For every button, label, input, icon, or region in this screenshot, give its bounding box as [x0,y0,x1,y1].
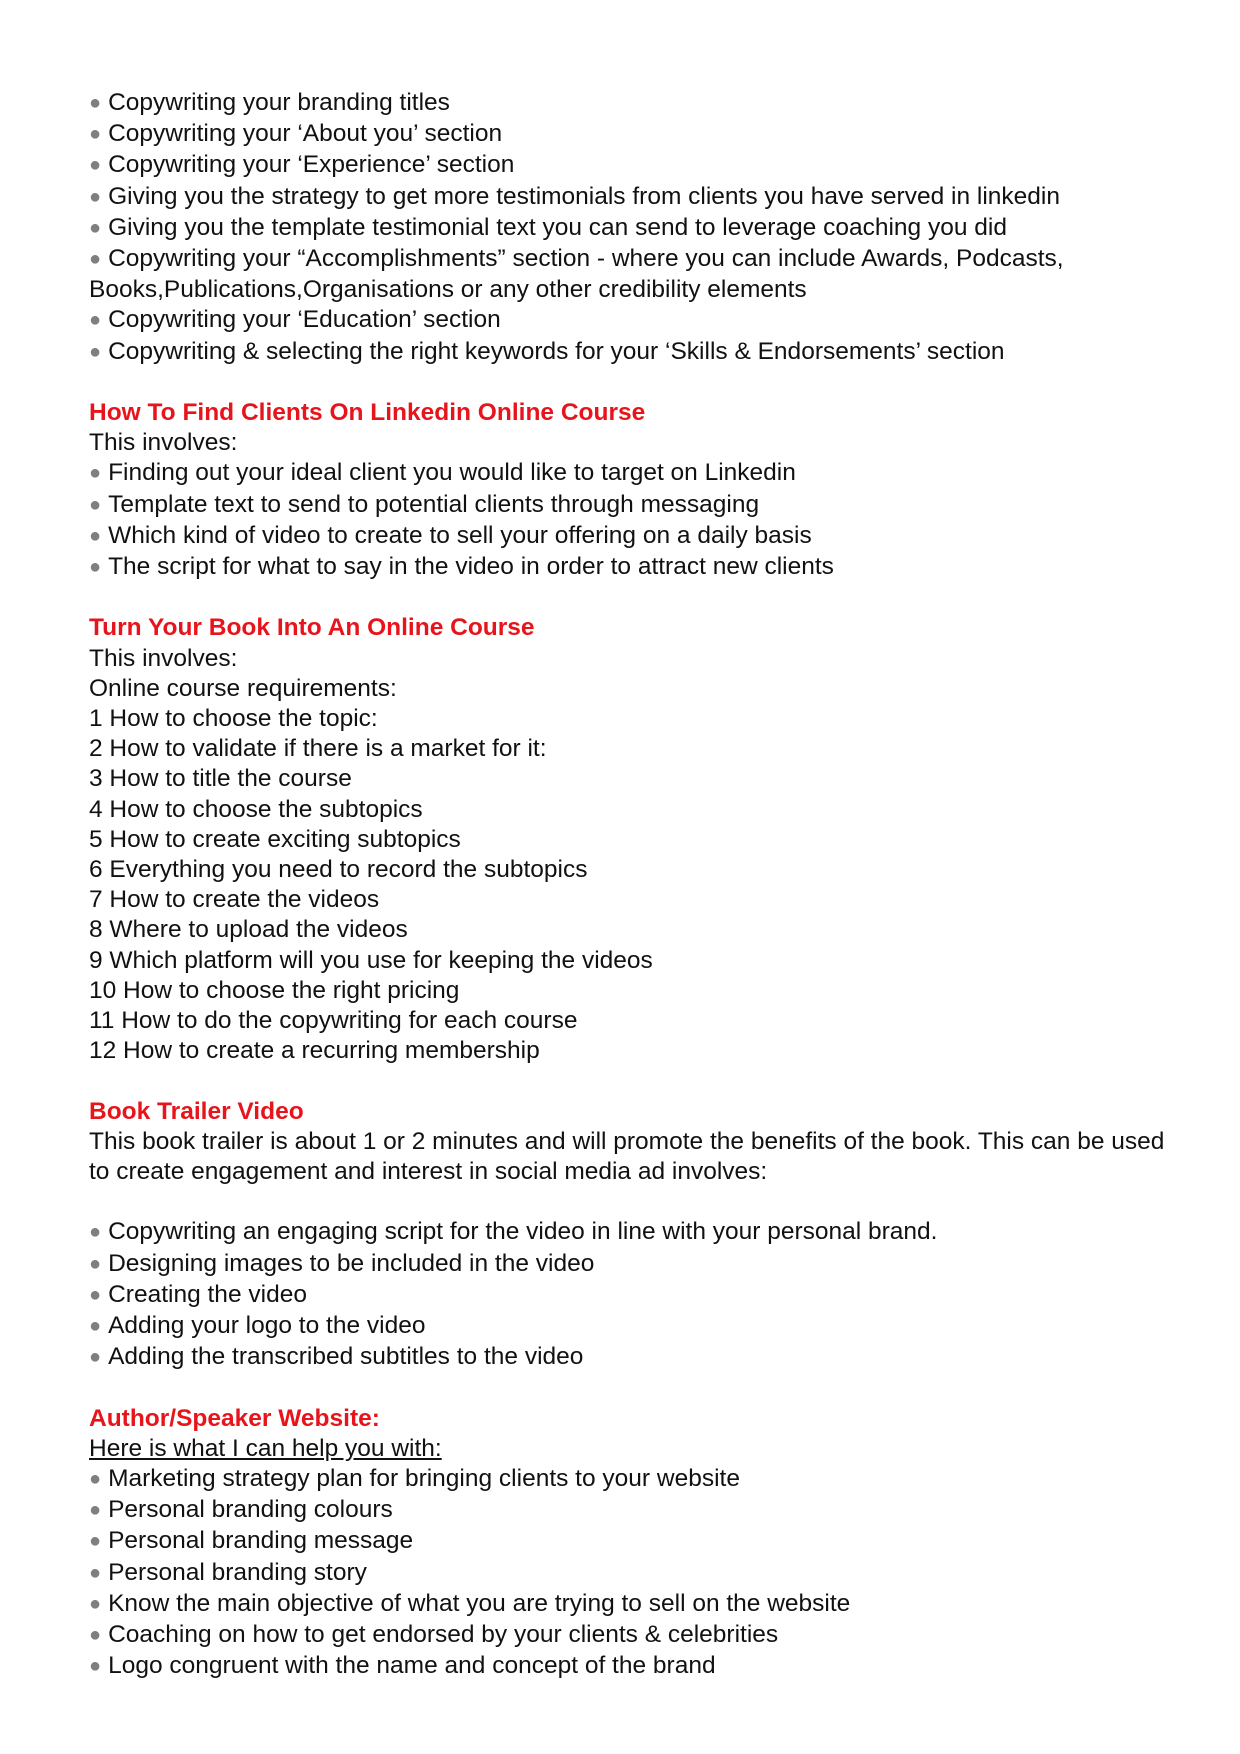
list-item: ● Designing images to be included in the video [89,1249,595,1277]
section-heading: Author/Speaker Website: [89,1404,380,1432]
numbered-item: 10 How to choose the right pricing [89,976,460,1004]
numbered-item: 4 How to choose the subtopics [89,795,423,823]
list-item: ● Copywriting & selecting the right keywords for your ‘Skills & Endorsements’ section [89,337,1005,365]
bullet-icon: ● [89,185,102,208]
numbered-item: 9 Which platform will you use for keeping the videos [89,946,653,974]
list-item: ● Copywriting your ‘Experience’ section [89,151,515,179]
bullet-icon: ● [89,340,102,363]
section-heading: Turn Your Book Into An Online Course [89,614,535,642]
section-paragraph: This book trailer is about 1 or 2 minutes and will promote the benefits of the book. This can be used to create engagement and interest in social media ad involves: [89,1127,1165,1186]
list-item: ● Copywriting your ‘About you’ section [89,120,503,148]
list-item: ● Logo congruent with the name and concept of the brand [89,1652,716,1680]
list-item: ● Personal branding colours [89,1496,393,1524]
numbered-item: 8 Where to upload the videos [89,916,408,944]
list-item: ● Copywriting your “Accomplishments” section - where you can include Awards, Podcasts, Books,Publications,Organisations or any other credibility elements [89,245,1064,304]
section-find-clients [89,398,1169,583]
numbered-item: 11 How to do the copywriting for each course [89,1007,578,1035]
bullet-icon: ● [89,309,102,332]
bullet-icon: ● [89,1252,102,1275]
section-heading: How To Find Clients On Linkedin Online Course [89,399,646,427]
section-intro: This involves: [89,644,238,672]
bullet-icon: ● [89,92,102,114]
section-intro: This involves: [89,429,238,457]
numbered-item: 1 How to choose the topic: [89,705,378,733]
section-heading: Book Trailer Video [89,1097,304,1125]
list-item: ● Marketing strategy plan for bringing clients to your website [89,1465,740,1493]
list-item: ● Copywriting an engaging script for the video in line with your personal brand. [89,1218,938,1246]
bullet-icon: ● [89,1315,102,1338]
bullet-icon: ● [89,1221,102,1244]
bullet-icon: ● [89,1624,102,1647]
numbered-item: 3 How to title the course [89,765,352,793]
list-item: ● The script for what to say in the video in order to attract new clients [89,553,834,581]
bullet-icon: ● [89,462,102,485]
bullet-icon: ● [89,556,102,579]
bullet-icon: ● [89,154,102,177]
list-item: ● Giving you the template testimonial text you can send to leverage coaching you did [89,213,1007,241]
bullet-icon: ● [89,1283,102,1306]
bullet-icon: ● [89,1346,102,1369]
bullet-icon: ● [89,493,102,516]
section-website [89,1404,1169,1683]
list-item: ● Copywriting your branding titles [89,89,450,116]
numbered-item: 5 How to create exciting subtopics [89,825,461,853]
list-item: ● Personal branding story [89,1558,367,1586]
bullet-icon: ● [89,1592,102,1615]
document-page [89,88,1169,1682]
bullet-icon: ● [89,1530,102,1553]
list-item: ● Personal branding message [89,1527,414,1555]
numbered-item: 2 How to validate if there is a market for it: [89,735,547,763]
section-subintro: Online course requirements: [89,674,397,702]
list-item: ● Template text to send to potential clients through messaging [89,490,760,518]
numbered-item: 12 How to create a recurring membership [89,1037,540,1065]
section-book-trailer [89,1097,1169,1374]
bullet-icon: ● [89,1499,102,1522]
numbered-item: 6 Everything you need to record the subtopics [89,856,588,884]
bullet-icon: ● [89,216,102,239]
bullet-icon: ● [89,524,102,547]
list-item: ● Copywriting your ‘Education’ section [89,306,501,334]
numbered-item: 7 How to create the videos [89,886,380,914]
bullet-icon: ● [89,1561,102,1584]
spacer [89,1187,1169,1217]
section-intro: Here is what I can help you with: [89,1434,442,1462]
bullet-icon: ● [89,123,102,146]
bullet-icon: ● [89,1468,102,1491]
list-item: ● Know the main objective of what you are trying to sell on the website [89,1589,851,1617]
list-item: ● Which kind of video to create to sell your offering on a daily basis [89,521,812,549]
list-item: ● Finding out your ideal client you would like to target on Linkedin [89,459,796,487]
list-item: ● Creating the video [89,1280,307,1308]
list-item: ● Giving you the strategy to get more testimonials from clients you have served in linkedin [89,182,1060,210]
bullet-icon: ● [89,248,102,271]
list-item: ● Adding your logo to the video [89,1312,426,1340]
list-item: ● Coaching on how to get endorsed by your clients & celebrities [89,1621,779,1649]
section-online-course [89,613,1169,1066]
list-item: ● Adding the transcribed subtitles to the video [89,1343,584,1371]
bullet-icon: ● [89,1655,102,1678]
intro-list [89,88,1169,368]
